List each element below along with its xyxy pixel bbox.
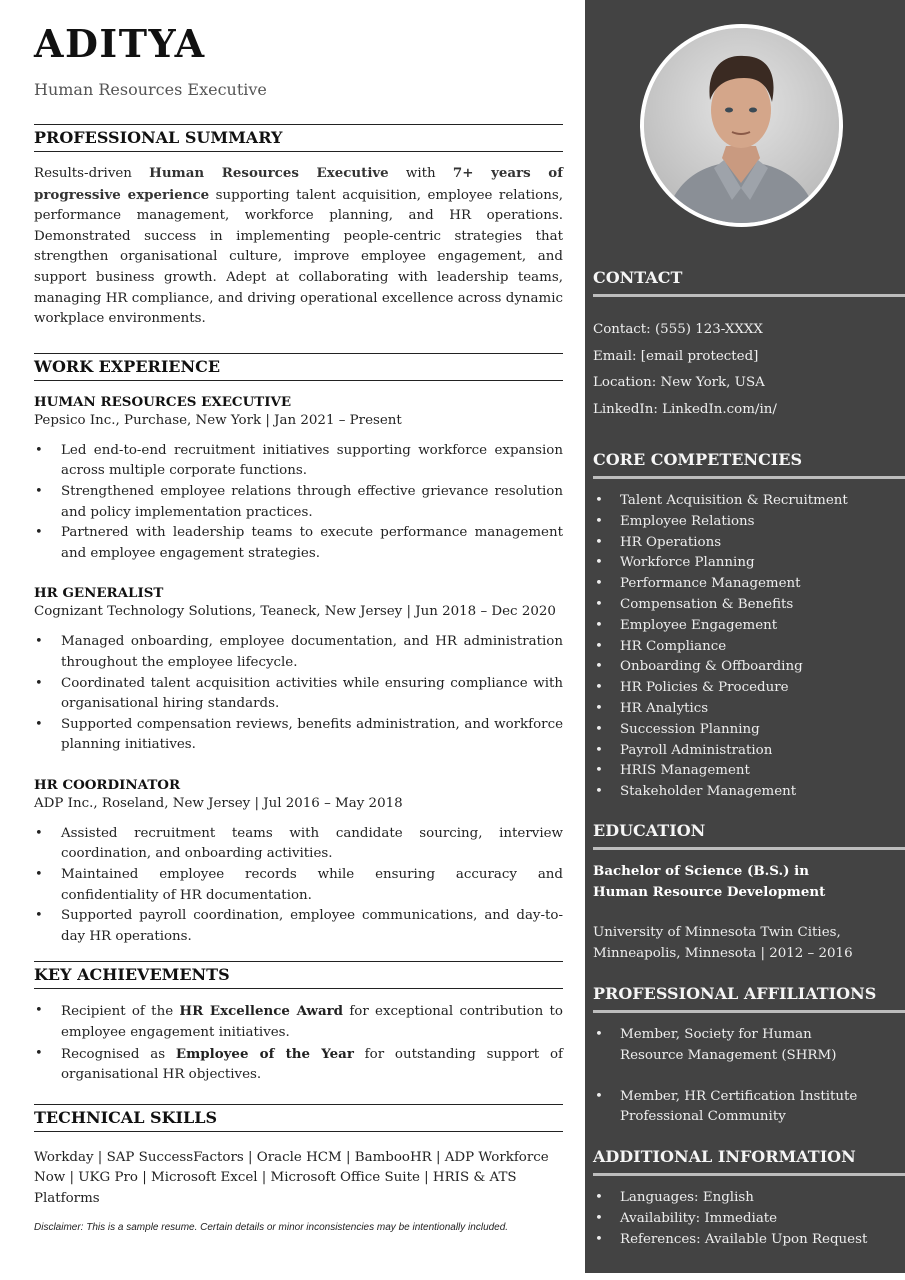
job-meta: ADP Inc., Roseland, New Jersey | Jul 2016 – May 2018 [34, 795, 403, 811]
education-heading: EDUCATION [593, 821, 706, 840]
additional-section [585, 1147, 905, 1250]
avatar [644, 28, 839, 223]
sidebar [585, 0, 905, 1273]
contact-email: Email: [email protected] [593, 348, 759, 364]
affiliations-heading: PROFESSIONAL AFFILIATIONS [593, 984, 877, 1003]
list-item: • Led end-to-end recruitment initiatives supporting workforce expansion across multiple corporate functions. [34, 441, 563, 482]
list-item: • Partnered with leadership teams to execute performance management and employee engagement strategies. [34, 523, 563, 564]
list-item: • Availability: Immediate [593, 1209, 905, 1230]
candidate-name: ADITYA [34, 21, 206, 66]
divider [593, 476, 905, 479]
list-item: • Performance Management [593, 574, 905, 595]
list-item: • Recipient of the HR Excellence Award for exceptional contribution to employee engagement initiatives. [34, 1001, 563, 1043]
list-item: • Compensation & Benefits [593, 595, 905, 616]
list-item: • Workforce Planning [593, 553, 905, 574]
list-item: • Recognised as Employee of the Year for outstanding support of organisational HR objectives. [34, 1044, 563, 1086]
list-item: • Employee Relations [593, 512, 905, 533]
education-section [585, 821, 905, 964]
list-item: • Supported compensation reviews, benefits administration, and workforce planning initiatives. [34, 715, 563, 756]
job-entry [34, 393, 563, 565]
list-item: • References: Available Upon Request [593, 1230, 905, 1251]
list-item: • Supported payroll coordination, employee communications, and day-to-day HR operations. [34, 906, 563, 947]
list-item: • Talent Acquisition & Recruitment [593, 491, 905, 512]
job-meta: Pepsico Inc., Purchase, New York | Jan 2021 – Present [34, 412, 402, 428]
summary-heading: PROFESSIONAL SUMMARY [34, 124, 563, 152]
list-item: • HR Analytics [593, 699, 905, 720]
skills-text: Workday | SAP SuccessFactors | Oracle HCM | BambooHR | ADP Workforce Now | UKG Pro | Microsoft Excel | Microsoft Office Suite | HRIS & ATS Platforms [34, 1149, 549, 1206]
profile-photo [640, 24, 843, 227]
list-item: • Onboarding & Offboarding [593, 657, 905, 678]
list-item: • Managed onboarding, employee documentation, and HR administration throughout the employee lifecycle. [34, 632, 563, 673]
competencies-section [585, 450, 905, 803]
divider [593, 1010, 905, 1013]
education-school: University of Minnesota Twin Cities, Minneapolis, Minnesota | 2012 – 2016 [593, 925, 853, 961]
list-item: • HRIS Management [593, 761, 905, 782]
candidate-role: Human Resources Executive [34, 80, 267, 99]
list-item: • Employee Engagement [593, 616, 905, 637]
divider [593, 847, 905, 850]
job-entry [34, 776, 563, 948]
job-title: HR COORDINATOR [34, 776, 181, 793]
achievements-heading: KEY ACHIEVEMENTS [34, 961, 563, 989]
job-title: HR GENERALIST [34, 585, 164, 602]
contact-linkedin: LinkedIn: LinkedIn.com/in/ [593, 401, 777, 417]
list-item: • HR Compliance [593, 637, 905, 658]
skills-section [34, 1104, 563, 1210]
contact-phone: Contact: (555) 123-XXXX [593, 322, 763, 337]
list-item: • Maintained employee records while ensuring accuracy and confidentiality of HR documentation. [34, 865, 563, 906]
contact-heading: CONTACT [593, 268, 683, 287]
affiliations-section [585, 984, 905, 1128]
list-item: • Strengthened employee relations through effective grievance resolution and policy implementation practices. [34, 482, 563, 523]
contact-location: Location: New York, USA [593, 375, 765, 390]
additional-heading: ADDITIONAL INFORMATION [593, 1147, 856, 1166]
list-item: • Payroll Administration [593, 741, 905, 762]
list-item: • Languages: English [593, 1188, 905, 1209]
list-item: • Member, HR Certification Institute Professional Community [593, 1087, 875, 1129]
job-meta: Cognizant Technology Solutions, Teaneck, New Jersey | Jun 2018 – Dec 2020 [34, 604, 556, 620]
competencies-heading: CORE COMPETENCIES [593, 450, 803, 469]
divider [593, 1173, 905, 1176]
divider [593, 294, 905, 297]
portrait-icon [644, 28, 839, 223]
job-entry [34, 584, 563, 756]
achievements-section [34, 961, 563, 1085]
contact-section [585, 268, 905, 423]
list-item: • HR Operations [593, 533, 905, 554]
list-item: • Assisted recruitment teams with candidate sourcing, interview coordination, and onboarding activities. [34, 824, 563, 865]
list-item: • Coordinated talent acquisition activities while ensuring compliance with organisational hiring standards. [34, 674, 563, 715]
list-item: • Succession Planning [593, 720, 905, 741]
summary-text: Results-driven Human Resources Executive with 7+ years of progressive experience supporting talent acquisition, employee relations, performance management, workforce planning, and HR operations. Demonstrated success in implementing people-centric strategies that strengthen organisational culture, improve employee engagement, and support business growth. Adept at collaborating with leadership teams, managing HR compliance, and driving operational excellence across dynamic workplace environments. [34, 165, 563, 327]
job-title: HUMAN RESOURCES EXECUTIVE [34, 393, 292, 410]
list-item: • Member, Society for Human Resource Management (SHRM) [593, 1025, 875, 1067]
experience-section [34, 353, 563, 948]
list-item: • HR Policies & Procedure [593, 678, 905, 699]
skills-heading: TECHNICAL SKILLS [34, 1104, 563, 1132]
education-degree: Bachelor of Science (B.S.) in Human Resource Development [593, 863, 826, 900]
experience-heading: WORK EXPERIENCE [34, 353, 563, 381]
list-item: • Stakeholder Management [593, 782, 905, 803]
summary-section [34, 124, 563, 330]
disclaimer: Disclaimer: This is a sample resume. Certain details or minor inconsistencies may be intentionally included. [34, 1221, 509, 1233]
